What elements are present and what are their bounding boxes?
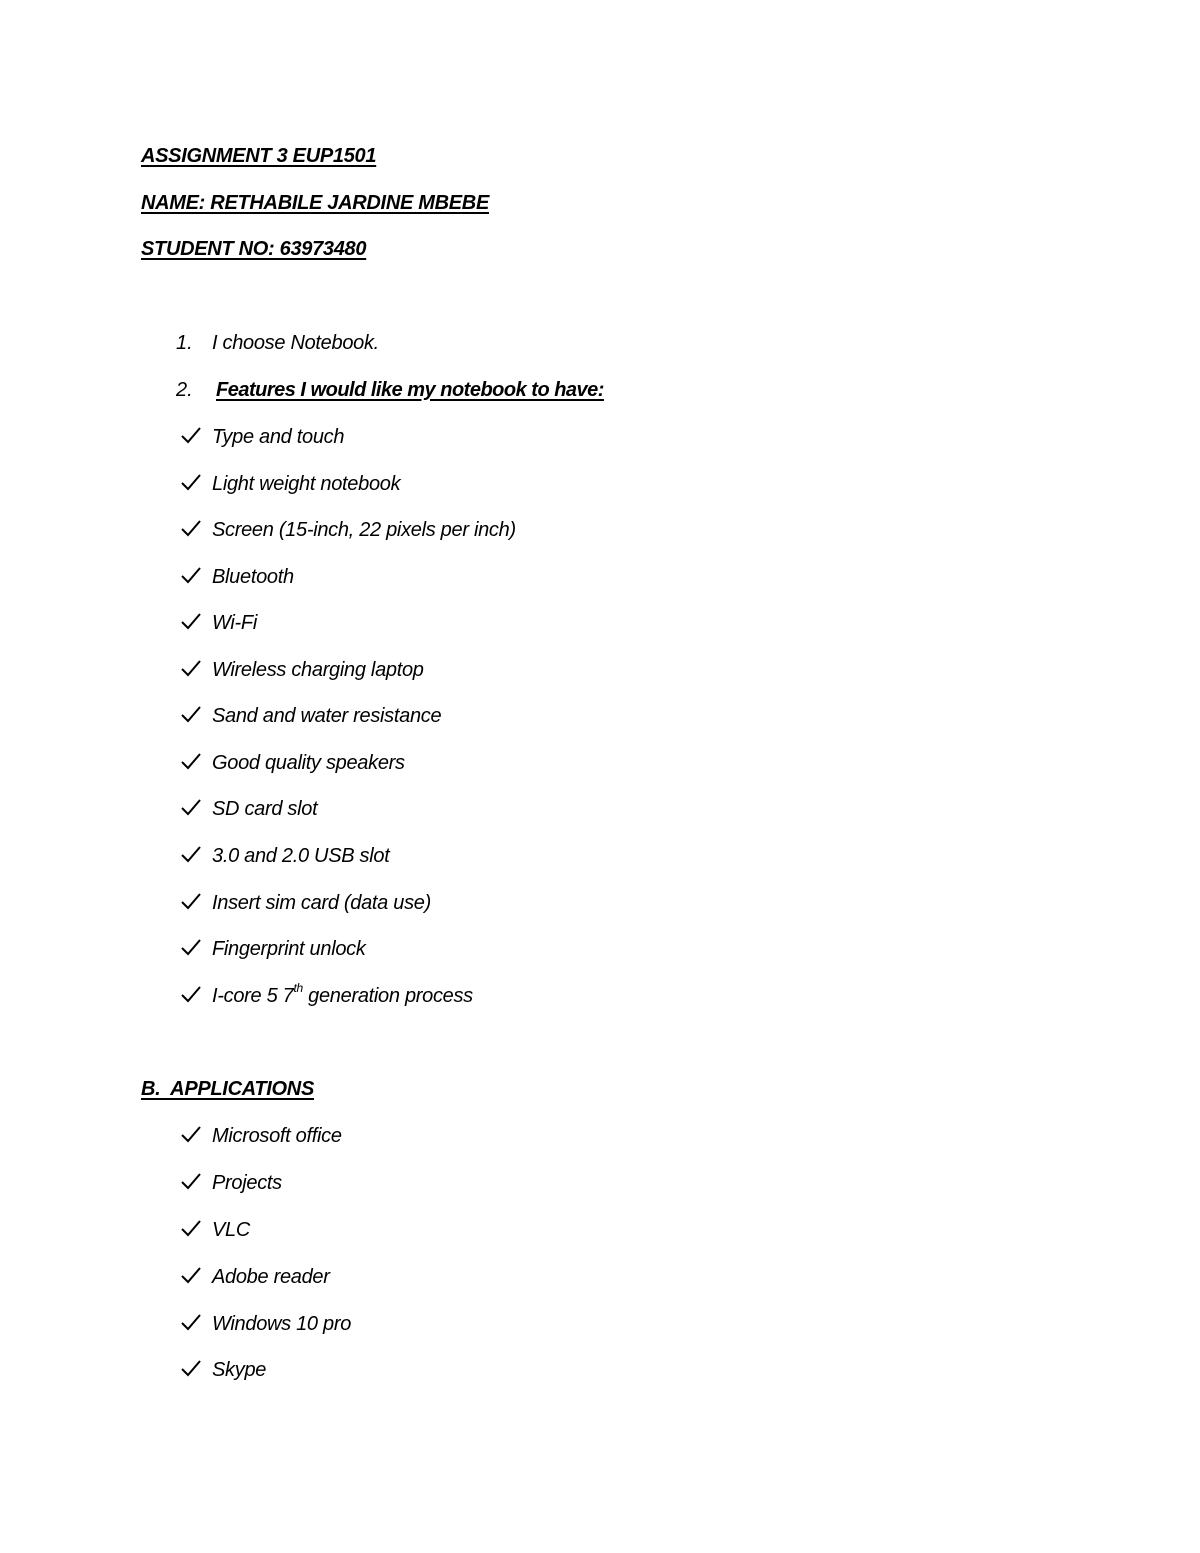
checkmark-icon	[180, 1123, 202, 1145]
feature-item: Fingerprint unlock	[212, 938, 366, 960]
checkmark-icon	[180, 796, 202, 818]
student-name: NAME: RETHABILE JARDINE MBEBE	[141, 192, 489, 214]
checkmark-icon	[180, 471, 202, 493]
application-item: Projects	[212, 1172, 282, 1194]
checkmark-icon	[180, 610, 202, 632]
application-item: Windows 10 pro	[212, 1313, 352, 1335]
checkmark-icon	[180, 1264, 202, 1286]
checkmark-icon	[180, 517, 202, 539]
checkmark-icon	[180, 983, 202, 1005]
checkmark-icon	[180, 843, 202, 865]
application-item: Microsoft office	[212, 1125, 342, 1147]
feature-item: Screen (15-inch, 22 pixels per inch)	[212, 519, 516, 541]
feature-item: Sand and water resistance	[212, 705, 442, 727]
checkmark-icon	[180, 890, 202, 912]
feature-item: Insert sim card (data use)	[212, 892, 431, 914]
checkmark-icon	[180, 750, 202, 772]
application-item: VLC	[212, 1219, 251, 1241]
list-number-2: 2.	[176, 379, 193, 401]
applications-heading: B. APPLICATIONS	[141, 1078, 314, 1100]
checkmark-icon	[180, 1357, 202, 1379]
checkmark-icon	[180, 703, 202, 725]
feature-item: Wireless charging laptop	[212, 659, 424, 681]
checkmark-icon	[180, 1170, 202, 1192]
feature-item: Light weight notebook	[212, 473, 401, 495]
checkmark-icon	[180, 564, 202, 586]
processor-prefix: I-core 5 7	[212, 985, 294, 1007]
feature-item: 3.0 and 2.0 USB slot	[212, 845, 390, 867]
feature-item: SD card slot	[212, 798, 318, 820]
choice-statement: I choose Notebook.	[212, 332, 379, 354]
checkmark-icon	[180, 1311, 202, 1333]
student-number: STUDENT NO: 63973480	[141, 238, 367, 260]
list-number-1: 1.	[176, 332, 193, 354]
application-item: Skype	[212, 1359, 267, 1381]
checkmark-icon	[180, 936, 202, 958]
feature-item: Type and touch	[212, 426, 345, 448]
feature-item: Bluetooth	[212, 566, 294, 588]
processor-suffix: generation process	[302, 985, 473, 1007]
assignment-title: ASSIGNMENT 3 EUP1501	[141, 145, 377, 167]
checkmark-icon	[180, 1217, 202, 1239]
feature-item-processor	[212, 981, 473, 1008]
checkmark-icon	[180, 424, 202, 446]
processor-superscript: th	[293, 981, 303, 996]
features-heading: Features I would like my notebook to have:	[216, 379, 604, 401]
feature-item: Good quality speakers	[212, 752, 405, 774]
application-item: Adobe reader	[212, 1266, 330, 1288]
feature-item: Wi-Fi	[212, 612, 257, 634]
checkmark-icon	[180, 657, 202, 679]
